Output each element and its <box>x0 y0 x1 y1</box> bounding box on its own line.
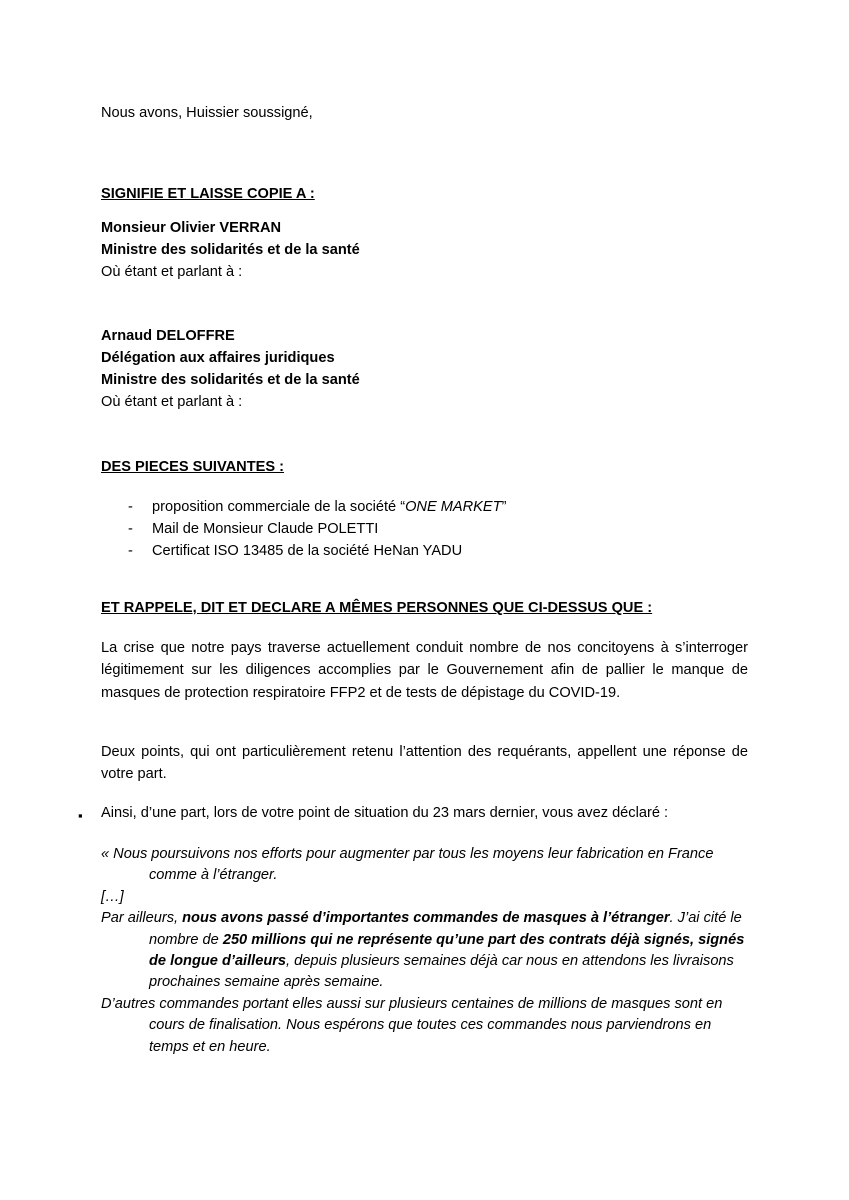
dash-marker: - <box>128 499 133 515</box>
list-item: - proposition commerciale de la société “ONE MARKET” <box>128 499 507 515</box>
recipient-2-dept: Délégation aux affaires juridiques <box>101 350 335 366</box>
dash-marker: - <box>128 521 133 537</box>
quotation-block <box>101 844 748 1058</box>
paragraph-deux-points: Deux points, qui ont particulièrement retenu l’attention des requérants, appellent une réponse de votre part. <box>101 744 748 783</box>
heading-signifie: SIGNIFIE ET LAISSE COPIE A : <box>101 186 315 202</box>
quote-emphasis-2: 250 millions qui ne représente qu’une part des contrats déjà signés, signés de longue d’ailleurs <box>149 931 745 970</box>
recipient-1 <box>101 218 748 284</box>
list-item: - Certificat ISO 13485 de la société HeNan YADU <box>128 543 463 559</box>
recipient-2-name: Arnaud DELOFFRE <box>101 328 235 344</box>
list-item: - Mail de Monsieur Claude POLETTI <box>128 521 379 537</box>
recipient-1-name: Monsieur Olivier VERRAN <box>101 220 282 236</box>
recipient-2-title: Ministre des solidarités et de la santé <box>101 372 360 388</box>
recipient-1-title: Ministre des solidarités et de la santé <box>101 242 360 258</box>
recipient-1-note: Où étant et parlant à : <box>101 264 243 280</box>
quote-emphasis-1: nous avons passé d’importantes commandes de masques à l’étranger <box>182 910 670 927</box>
recipient-2-note: Où étant et parlant à : <box>101 394 243 410</box>
opening-line: Nous avons, Huissier soussigné, <box>101 105 313 121</box>
company-name: ONE MARKET <box>405 499 502 515</box>
paragraph-ainsi: Ainsi, d’une part, lors de votre point de situation du 23 mars dernier, vous avez déclaré : <box>101 805 669 821</box>
pieces-list <box>101 497 748 563</box>
dash-marker: - <box>128 543 133 559</box>
quote-paragraph-1: « Nous poursuivons nos efforts pour augmenter par tous les moyens leur fabrication en France comme à l’étranger. <box>101 846 714 884</box>
quote-paragraph-3: Par ailleurs, nous avons passé d’importantes commandes de masques à l’étranger. J’ai cité le nombre de 250 millions qui ne représente qu’une part des contrats déjà signés, signés de longue d’ailleurs, depuis plusieurs semaines déjà car nous en attendons les livraisons prochaines semaine après semaine. <box>101 910 745 991</box>
quote-paragraph-4: D’autres commandes portant elles aussi sur plusieurs centaines de millions de masques sont en cours de finalisation. Nous espérons que toutes ces commandes nous parviendrons en temps et en heure. <box>101 995 723 1055</box>
paragraph-crise: La crise que notre pays traverse actuellement conduit nombre de nos concitoyens à s’interroger légitimement sur les diligences accomplies par le Gouvernement afin de pallier le manque de masques de protection respiratoire FFP2 et de tests de dépistage du COVID-19. <box>101 640 748 701</box>
square-bullet-icon: ▪ <box>78 808 83 823</box>
quote-ellipsis: […] <box>101 888 124 905</box>
heading-pieces: DES PIECES SUIVANTES : <box>101 459 284 475</box>
recipient-2 <box>101 326 748 414</box>
heading-rappelle: ET RAPPELE, DIT ET DECLARE A MÊMES PERSONNES QUE CI-DESSUS QUE : <box>101 600 653 616</box>
